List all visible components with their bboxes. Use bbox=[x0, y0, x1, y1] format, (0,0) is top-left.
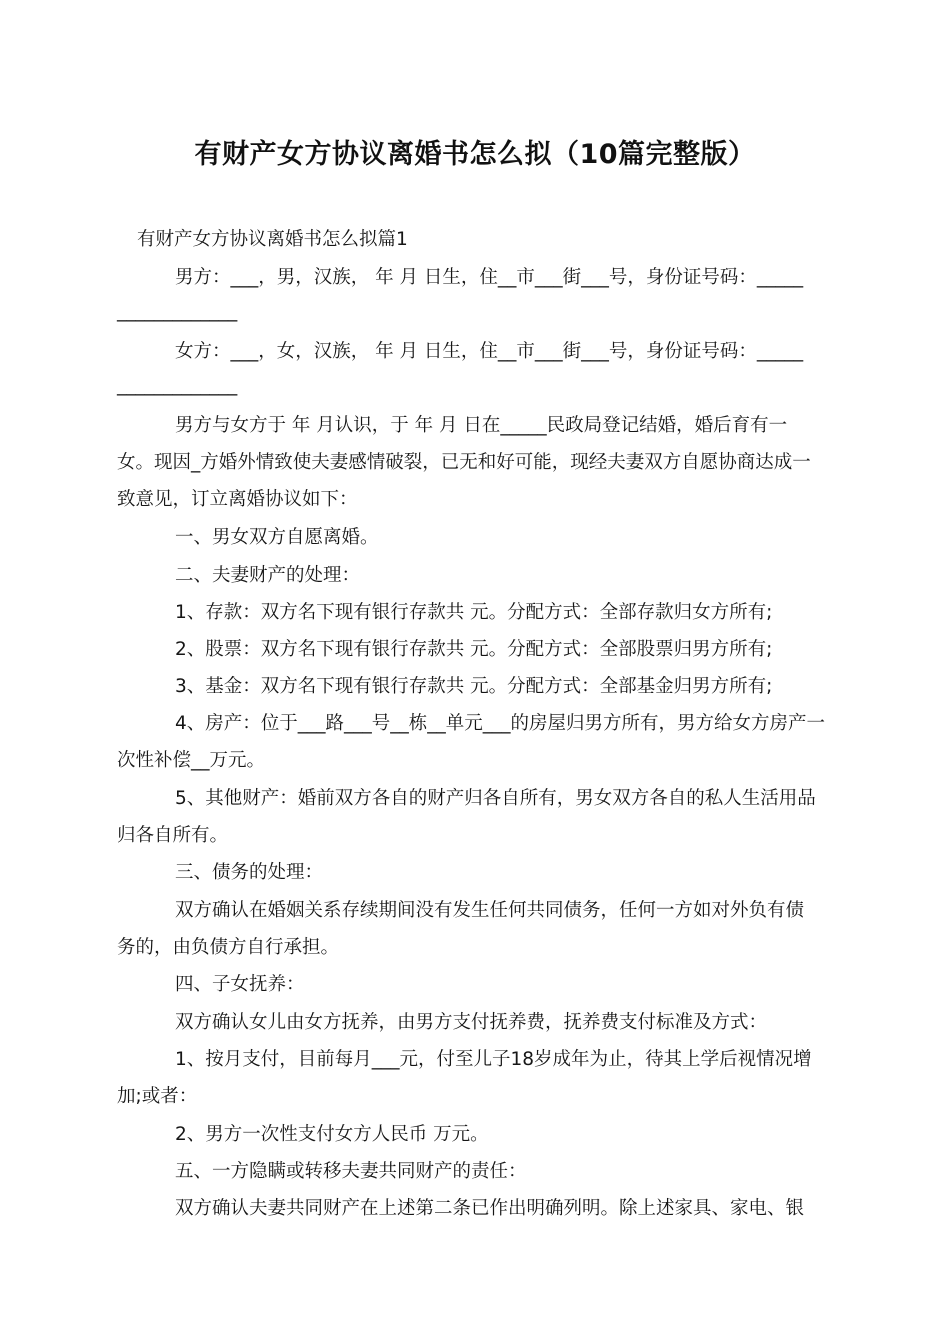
paragraph-line: 2、股票：双方名下现有银行存款共 元。分配方式：全部股票归男方所有; bbox=[175, 639, 773, 660]
paragraph-line: 1、存款：双方名下现有银行存款共 元。分配方式：全部存款归女方所有; bbox=[175, 602, 773, 623]
paragraph-line: 双方确认夫妻共同财产在上述第二条已作出明确列明。除上述家具、家电、银 bbox=[175, 1198, 805, 1219]
paragraph-line: 务的，由负债方自行承担。 bbox=[117, 937, 340, 958]
paragraph-line: 次性补偿__万元。 bbox=[117, 750, 266, 771]
section-heading: 有财产女方协议离婚书怎么拟篇1 bbox=[137, 229, 408, 250]
paragraph-line: 双方确认女儿由女方抚养，由男方支付抚养费，抚养费支付标准及方式： bbox=[175, 1012, 768, 1033]
paragraph-line: 致意见，订立离婚协议如下： bbox=[117, 489, 358, 510]
paragraph-line: 四、子女抚养： bbox=[175, 974, 305, 995]
paragraph-line: 1、按月支付，目前每月___元，付至儿子18岁成年为止，待其上学后视情况增 bbox=[175, 1049, 812, 1070]
paragraph-line: 二、夫妻财产的处理： bbox=[175, 565, 361, 586]
document-title: 有财产女方协议离婚书怎么拟（10篇完整版） bbox=[194, 139, 756, 170]
paragraph-line: 男方：___，男，汉族， 年 月 日生，住__市___街___号，身份证号码：_____ bbox=[175, 267, 804, 288]
paragraph-line: _____________ bbox=[117, 375, 238, 396]
paragraph-line: 女。现因_方婚外情致使夫妻感情破裂，已无和好可能，现经夫妻双方自愿协商达成一 bbox=[117, 452, 811, 473]
paragraph-line: 女方：___，女，汉族， 年 月 日生，住__市___街___号，身份证号码：_____ bbox=[175, 341, 804, 362]
paragraph-line: 2、男方一次性支付女方人民币 万元。 bbox=[175, 1124, 489, 1145]
paragraph-line: 3、基金：双方名下现有银行存款共 元。分配方式：全部基金归男方所有; bbox=[175, 676, 773, 697]
paragraph-line: 一、男女双方自愿离婚。 bbox=[175, 527, 379, 548]
paragraph-line: 双方确认在婚姻关系存续期间没有发生任何共同债务，任何一方如对外负有债 bbox=[175, 900, 805, 921]
paragraph-line: 三、债务的处理： bbox=[175, 862, 324, 883]
paragraph-line: 4、房产：位于___路___号__栋__单元___的房屋归男方所有，男方给女方房产一 bbox=[175, 713, 826, 734]
paragraph-line: 归各自所有。 bbox=[117, 825, 229, 846]
paragraph-line: _____________ bbox=[117, 301, 238, 322]
paragraph-line: 5、其他财产：婚前双方各自的财产归各自所有，男女双方各自的私人生活用品 bbox=[175, 788, 816, 809]
paragraph-line: 男方与女方于 年 月认识，于 年 月 日在_____民政局登记结婚，婚后育有一 bbox=[175, 415, 788, 436]
paragraph-line: 加;或者： bbox=[117, 1086, 198, 1107]
paragraph-line: 五、一方隐瞒或转移夫妻共同财产的责任： bbox=[175, 1161, 527, 1182]
